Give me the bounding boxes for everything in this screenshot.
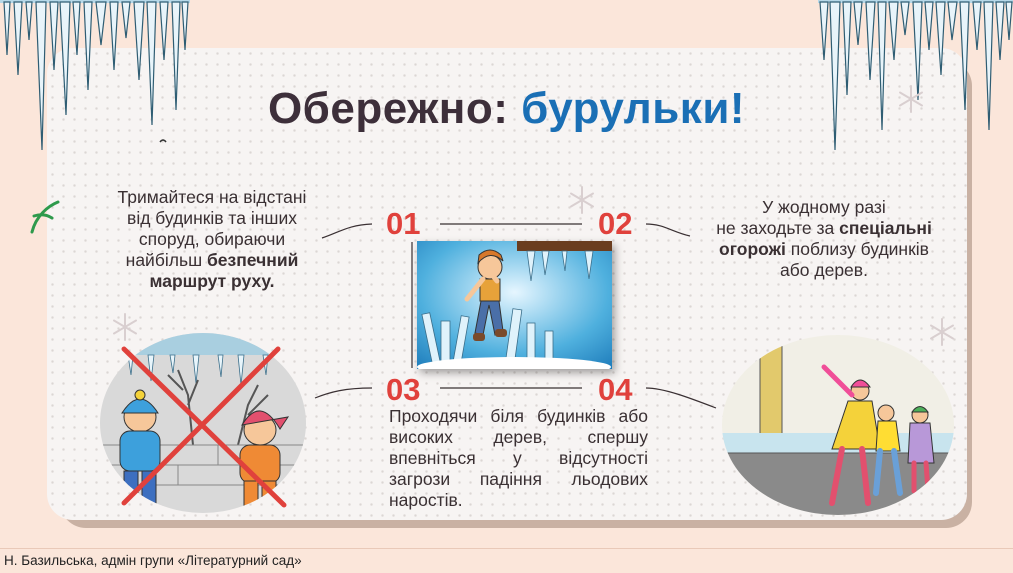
title-accent: бурульки! — [521, 84, 746, 133]
tip1-line — [96, 271, 328, 292]
tip1-text: найбільш — [125, 250, 207, 270]
step-number-1: 01 — [386, 206, 421, 241]
tip2-text: поблизу будинків — [785, 239, 929, 259]
footer-divider — [0, 548, 1013, 549]
step-number-4: 04 — [598, 372, 633, 407]
tip2-bold: спеціальні — [839, 218, 932, 238]
tip1-bold: безпечний — [206, 250, 299, 270]
tip2-bold: огорожі — [719, 239, 786, 259]
tip-keep-distance — [96, 187, 328, 292]
step-number-2: 02 — [598, 206, 633, 241]
tip2-text: не заходьте за — [716, 218, 840, 238]
illustration-wrong-route — [98, 325, 308, 525]
tip-check-icicles: Проходячи біля будинків або високих дерев, спершу впевніться у відсутності загрози падіння льодових наростів. — [389, 406, 648, 510]
tip1-line: від будинків та інших — [127, 208, 297, 228]
tip2-line — [688, 218, 960, 239]
title-prefix: Обережно: — [267, 84, 522, 133]
tip1-line: Тримайтеся на відстані — [117, 187, 307, 207]
tip1-bold: маршрут руху. — [149, 271, 275, 291]
illustration-correct-route — [720, 333, 956, 517]
illustration-falling-icicle — [417, 241, 612, 369]
tip-fences — [688, 197, 960, 281]
tip1-line — [96, 250, 328, 271]
tip2-line: або дерев. — [780, 260, 868, 280]
tip2-line — [688, 239, 960, 260]
tip1-line: споруд, обираючи — [138, 229, 286, 249]
footer-credit: Н. Базильська, адмін групи «Літературний сад» — [4, 553, 302, 568]
step-number-3: 03 — [386, 372, 421, 407]
tip2-line: У жодному разі — [762, 197, 886, 217]
